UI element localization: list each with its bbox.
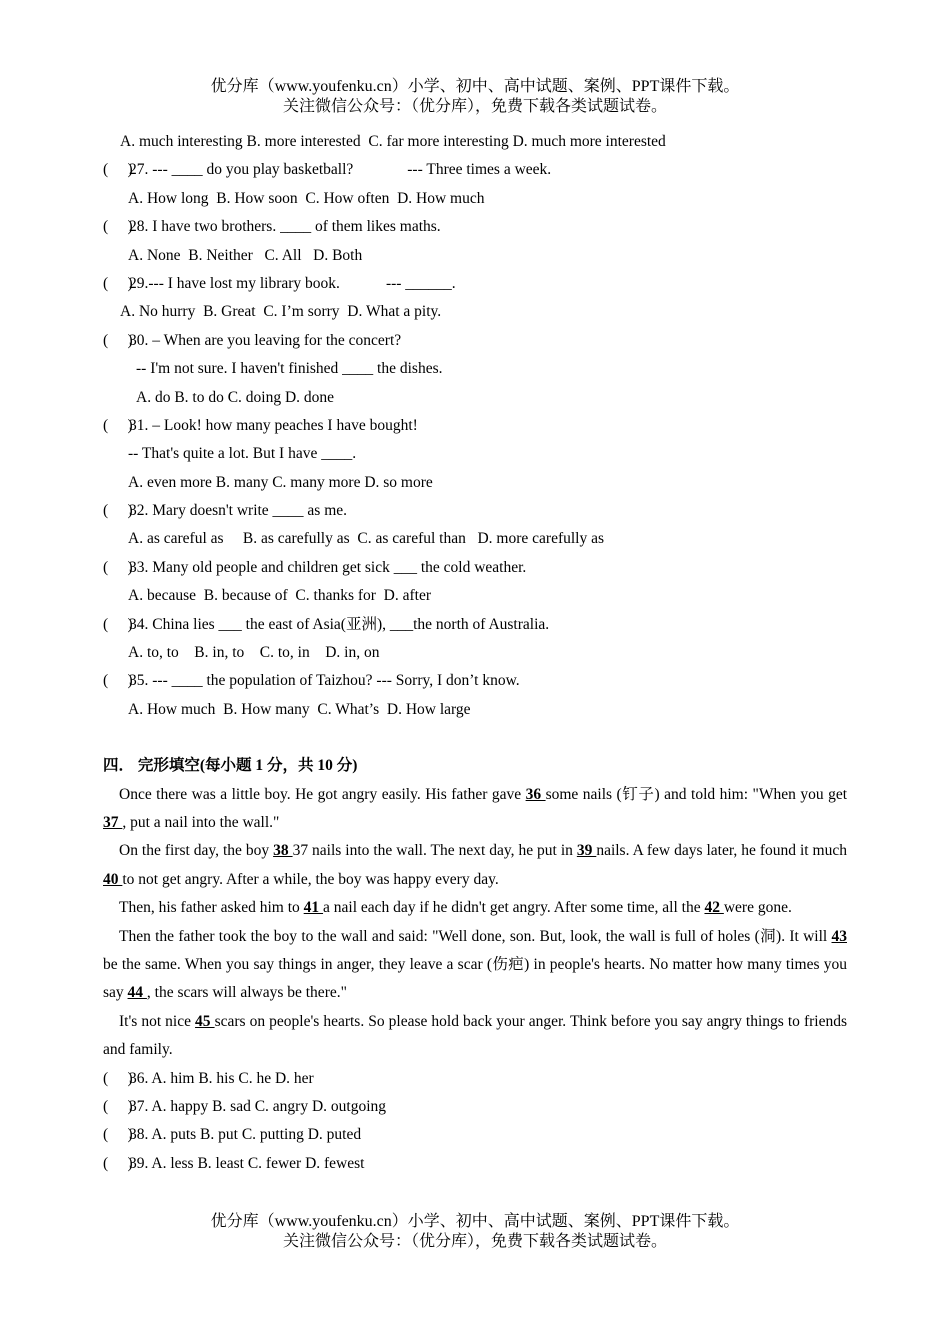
header-line-1: 优分库（www.youfenku.cn）小学、初中、高中试题、案例、PPT课件下载。 bbox=[210, 78, 740, 95]
q27-stem: ( )27. --- ____ do you play basketball? --- Three times a week. bbox=[103, 156, 847, 184]
blank-43: 43 bbox=[831, 927, 847, 945]
answer-paren: ( ) bbox=[103, 615, 133, 633]
q26-options: A. much interesting B. more interested C. far more interesting D. much more interested bbox=[120, 133, 666, 150]
answer-paren: ( ) bbox=[103, 1154, 133, 1172]
blank-41: 41 bbox=[303, 899, 324, 917]
blank-45: 45 bbox=[195, 1012, 215, 1030]
q27-options: A. How long B. How soon C. How often D. How much bbox=[128, 189, 485, 207]
answer-paren: ( ) bbox=[103, 161, 133, 179]
exam-content bbox=[103, 128, 847, 1178]
q32-stem: ( )32. Mary doesn't write ____ as me. bbox=[103, 497, 847, 525]
q31-line2: -- That's quite a lot. But I have ____. bbox=[128, 445, 357, 463]
answer-paren: ( ) bbox=[103, 274, 133, 292]
q31-stem: ( )31. – Look! how many peaches I have bought! bbox=[103, 412, 847, 440]
blank-42: 42 bbox=[704, 899, 724, 917]
cloze-question-38: ( )38. A. puts B. put C. putting D. puted bbox=[103, 1121, 847, 1149]
q27-reply: --- Three times a week. bbox=[407, 161, 552, 179]
q29-reply: --- ______. bbox=[385, 274, 456, 292]
footer-line-2: 关注微信公众号：（优分库），免费下载各类试题试卷。 bbox=[282, 1233, 667, 1250]
answer-paren: ( ) bbox=[103, 1098, 133, 1116]
q31-options: A. even more B. many C. many more D. so more bbox=[128, 473, 433, 491]
cloze-paragraph-4: Then the father took the boy to the wall and said: "Well done, son. But, look, the wall is full of holes (洞). It will 43 be the same. When you say things in anger, they leave a scar (伤疤) in people's hearts. No matter how many times you say 44 , the scars will always be there." bbox=[103, 927, 847, 1002]
blank-40: 40 bbox=[103, 870, 123, 888]
page-header bbox=[0, 77, 950, 117]
q33-options: A. because B. because of C. thanks for D. after bbox=[128, 587, 432, 605]
section-4-title: 四． 完形填空(每小题 1 分，共 10 分) bbox=[103, 757, 358, 775]
answer-paren: ( ) bbox=[103, 672, 133, 690]
q29-stem: ( )29.--- I have lost my library book. --- ______. bbox=[103, 270, 847, 298]
q29-options: A. No hurry B. Great C. I’m sorry D. What a pity. bbox=[120, 303, 442, 321]
q35-options: A. How much B. How many C. What’s D. How large bbox=[128, 700, 471, 718]
answer-paren: ( ) bbox=[103, 1069, 133, 1087]
cloze-question-39: ( )39. A. less B. least C. fewer D. fewest bbox=[103, 1150, 847, 1178]
blank-44: 44 bbox=[127, 984, 147, 1002]
q33-stem: ( )33. Many old people and children get sick ___ the cold weather. bbox=[103, 554, 847, 582]
answer-paren: ( ) bbox=[103, 218, 133, 236]
blank-38: 38 bbox=[273, 842, 293, 860]
q28-stem: ( )28. I have two brothers. ____ of them likes maths. bbox=[103, 213, 847, 241]
blank-37: 37 bbox=[103, 814, 123, 831]
q28-options: A. None B. Neither C. All D. Both bbox=[128, 246, 363, 264]
answer-paren: ( ) bbox=[103, 331, 133, 349]
q35-stem: ( )35. --- ____ the population of Taizhou? --- Sorry, I don’t know. bbox=[103, 667, 847, 695]
cloze-paragraph-3: Then, his father asked him to 41 a nail each day if he didn't get angry. After some time, all the 42 were gone. bbox=[119, 899, 792, 917]
cloze-paragraph-1: Once there was a little boy. He got angry easily. His father gave 36 some nails (钉子) and told him: "When you get 37 , put a nail into the wall." bbox=[103, 785, 848, 831]
answer-paren: ( ) bbox=[103, 502, 133, 520]
header-line-2: 关注微信公众号：（优分库），免费下载各类试题试卷。 bbox=[282, 98, 667, 115]
q30-line2: -- I'm not sure. I haven't finished ____ the dishes. bbox=[136, 360, 443, 378]
blank-39: 39 bbox=[576, 842, 597, 860]
q30-stem: ( )30. – When are you leaving for the concert? bbox=[103, 327, 847, 355]
q32-options: A. as careful as B. as carefully as C. as careful than D. more carefully as bbox=[128, 530, 605, 548]
q30-options: A. do B. to do C. doing D. done bbox=[136, 388, 335, 406]
q34-stem: ( )34. China lies ___ the east of Asia(亚洲), ___the north of Australia. bbox=[103, 611, 847, 639]
page-footer bbox=[0, 1212, 950, 1252]
q34-options: A. to, to B. in, to C. to, in D. in, on bbox=[128, 644, 380, 662]
cloze-paragraph-2: On the first day, the boy 38 37 nails into the wall. The next day, he put in 39 nails. A few days later, he found it much 40 to not get angry. After a while, the boy was happy every day. bbox=[103, 842, 847, 888]
footer-line-1: 优分库（www.youfenku.cn）小学、初中、高中试题、案例、PPT课件下载。 bbox=[210, 1213, 740, 1230]
answer-paren: ( ) bbox=[103, 558, 133, 576]
answer-paren: ( ) bbox=[103, 1126, 133, 1144]
cloze-paragraph-5: It's not nice 45 scars on people's hearts. So please hold back your anger. Think before you say angry things to friends and family. bbox=[103, 1012, 847, 1059]
blank-36: 36 bbox=[525, 785, 546, 803]
answer-paren: ( ) bbox=[103, 416, 133, 434]
cloze-question-36: ( )36. A. him B. his C. he D. her bbox=[103, 1065, 847, 1093]
cloze-question-37: ( )37. A. happy B. sad C. angry D. outgoing bbox=[103, 1093, 847, 1121]
